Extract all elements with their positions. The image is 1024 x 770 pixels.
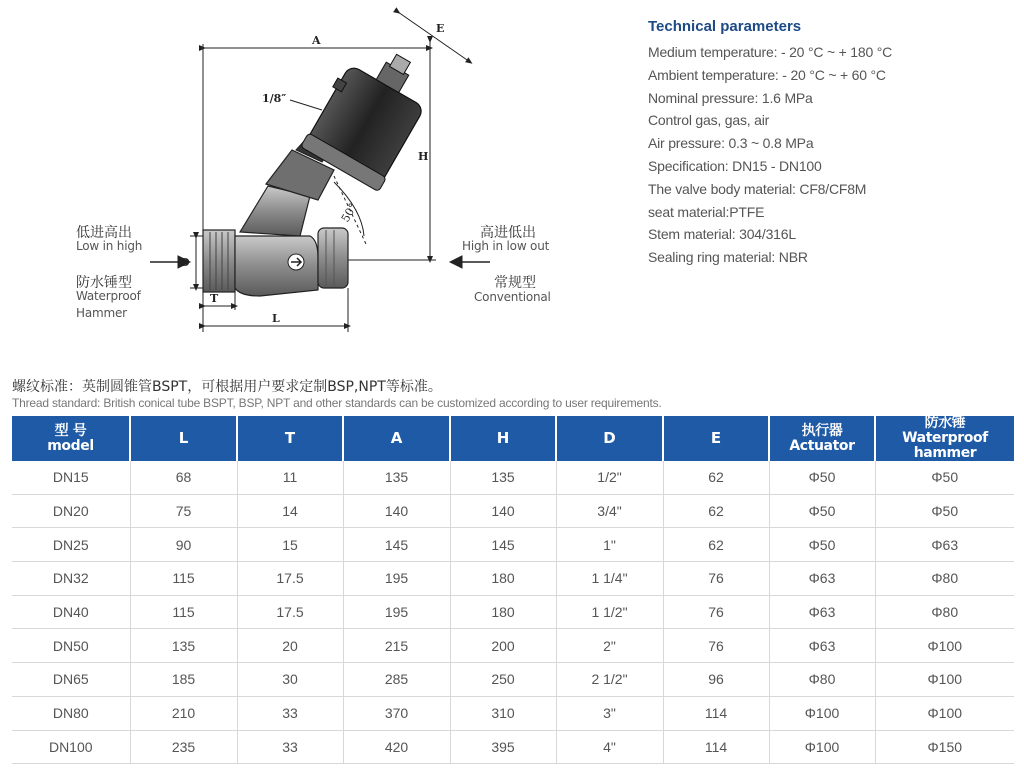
table-cell: 90 bbox=[130, 528, 237, 562]
table-row bbox=[12, 595, 1014, 629]
table-cell: 2 1/2" bbox=[556, 663, 663, 697]
table-cell: Φ50 bbox=[769, 494, 875, 528]
table-cell: 285 bbox=[343, 663, 450, 697]
column-header-en: Actuator bbox=[789, 437, 855, 454]
param-line: Air pressure: 0.3 ~ 0.8 MPa bbox=[648, 135, 814, 152]
column-header-en: L bbox=[178, 429, 189, 447]
table-cell: 15 bbox=[237, 528, 343, 562]
column-header-en: H bbox=[496, 429, 510, 447]
column-header bbox=[769, 416, 875, 461]
table-cell: Φ63 bbox=[769, 562, 875, 596]
table-cell: Φ100 bbox=[769, 730, 875, 764]
table-cell: 62 bbox=[663, 528, 769, 562]
table-cell: 115 bbox=[130, 562, 237, 596]
table-cell: 195 bbox=[343, 595, 450, 629]
table-cell: 76 bbox=[663, 595, 769, 629]
right-flow-en: High in low out bbox=[462, 239, 550, 253]
right-type-en: Conventional bbox=[474, 290, 551, 304]
thread-standard-en: Thread standard: British conical tube BSPT, BSP, NPT and other standards can be customized according to user requirements. bbox=[12, 396, 662, 410]
table-cell: Φ150 bbox=[875, 730, 1014, 764]
table-cell: DN40 bbox=[12, 595, 130, 629]
column-header-en: Waterproof hammer bbox=[902, 430, 988, 461]
table-cell: 62 bbox=[663, 494, 769, 528]
param-line: seat material:PTFE bbox=[648, 203, 765, 220]
table-cell: 145 bbox=[450, 528, 556, 562]
table-cell: 30 bbox=[237, 663, 343, 697]
column-header bbox=[875, 416, 1014, 461]
table-header-row bbox=[12, 416, 1014, 461]
table-cell: 135 bbox=[130, 629, 237, 663]
table-row bbox=[12, 629, 1014, 663]
table-cell: 200 bbox=[450, 629, 556, 663]
table-body bbox=[12, 461, 1014, 764]
table-cell: 180 bbox=[450, 562, 556, 596]
table-cell: 14 bbox=[237, 494, 343, 528]
table-cell: Φ63 bbox=[769, 629, 875, 663]
table-row bbox=[12, 494, 1014, 528]
table-cell: 1/2" bbox=[556, 461, 663, 494]
table-cell: Φ63 bbox=[875, 528, 1014, 562]
table-cell: Φ80 bbox=[875, 562, 1014, 596]
column-header bbox=[130, 416, 237, 461]
table-cell: Φ100 bbox=[875, 663, 1014, 697]
column-header bbox=[450, 416, 556, 461]
param-line: Medium temperature: - 20 °C ~ + 180 °C bbox=[648, 44, 893, 60]
table-cell: 140 bbox=[343, 494, 450, 528]
table-cell: Φ50 bbox=[769, 461, 875, 494]
left-type-cn: 防水锤型 bbox=[76, 275, 132, 291]
column-header-cn: 型 号 bbox=[54, 422, 87, 439]
column-header bbox=[663, 416, 769, 461]
param-line: Ambient temperature: - 20 °C ~ + 60 °C bbox=[648, 66, 886, 83]
table-cell: 76 bbox=[663, 629, 769, 663]
dim-A: A bbox=[312, 34, 321, 47]
table-cell: 17.5 bbox=[237, 562, 343, 596]
thread-standard bbox=[12, 376, 662, 410]
table-cell: 33 bbox=[237, 696, 343, 730]
column-header-en: model bbox=[47, 437, 94, 454]
table-cell: 11 bbox=[237, 461, 343, 494]
param-line: Sealing ring material: NBR bbox=[648, 249, 808, 266]
column-header bbox=[343, 416, 450, 461]
table-cell: Φ100 bbox=[769, 696, 875, 730]
column-header-en: A bbox=[390, 429, 403, 447]
table-cell: 195 bbox=[343, 562, 450, 596]
column-header-cn: 防水锤 bbox=[924, 415, 966, 431]
param-line: Control gas, gas, air bbox=[648, 112, 770, 129]
table-cell: DN80 bbox=[12, 696, 130, 730]
table-cell: 2" bbox=[556, 629, 663, 663]
table-cell: 33 bbox=[237, 730, 343, 764]
table-cell: 114 bbox=[663, 696, 769, 730]
table-cell: Φ80 bbox=[769, 663, 875, 697]
table-cell: 75 bbox=[130, 494, 237, 528]
table-cell: 235 bbox=[130, 730, 237, 764]
column-header bbox=[12, 416, 130, 461]
param-line: The valve body material: CF8/CF8M bbox=[648, 180, 867, 197]
table-cell: 3" bbox=[556, 696, 663, 730]
table-cell: 420 bbox=[343, 730, 450, 764]
params-title: Technical parameters bbox=[648, 18, 802, 35]
table-cell: 76 bbox=[663, 562, 769, 596]
table-cell: DN20 bbox=[12, 494, 130, 528]
table-cell: 20 bbox=[237, 629, 343, 663]
dim-D: D bbox=[180, 256, 190, 269]
table-cell: 1" bbox=[556, 528, 663, 562]
table-cell: 1 1/2" bbox=[556, 595, 663, 629]
table-cell: Φ100 bbox=[875, 629, 1014, 663]
dim-E: E bbox=[436, 22, 445, 35]
table-row bbox=[12, 461, 1014, 494]
table-cell: 250 bbox=[450, 663, 556, 697]
table-cell: DN50 bbox=[12, 629, 130, 663]
thread-standard-cn: 螺纹标准：英制圆锥管BSPT，可根据用户要求定制BSP,NPT等标准。 bbox=[12, 379, 442, 395]
table-cell: 114 bbox=[663, 730, 769, 764]
column-header-en: D bbox=[603, 429, 616, 447]
table-cell: 135 bbox=[343, 461, 450, 494]
dim-T: T bbox=[210, 292, 219, 305]
table-row bbox=[12, 528, 1014, 562]
table-cell: Φ50 bbox=[769, 528, 875, 562]
table-cell: 62 bbox=[663, 461, 769, 494]
technical-parameters bbox=[648, 18, 1018, 269]
table-row bbox=[12, 730, 1014, 764]
table-cell: 17.5 bbox=[237, 595, 343, 629]
column-header bbox=[556, 416, 663, 461]
table-cell: 68 bbox=[130, 461, 237, 494]
table-row bbox=[12, 696, 1014, 730]
table-cell: Φ100 bbox=[875, 696, 1014, 730]
table-cell: Φ50 bbox=[875, 494, 1014, 528]
valve-diagram bbox=[0, 0, 640, 360]
table-cell: 215 bbox=[343, 629, 450, 663]
table-cell: 395 bbox=[450, 730, 556, 764]
table-cell: 180 bbox=[450, 595, 556, 629]
param-line: Stem material: 304/316L bbox=[648, 226, 796, 243]
column-header-cn: 执行器 bbox=[801, 422, 843, 439]
dim-port: 1/8″ bbox=[262, 92, 287, 105]
table-row bbox=[12, 562, 1014, 596]
table-cell: 96 bbox=[663, 663, 769, 697]
table-cell: 4" bbox=[556, 730, 663, 764]
table-cell: Φ50 bbox=[875, 461, 1014, 494]
param-line: Nominal pressure: 1.6 MPa bbox=[648, 89, 813, 106]
table-cell: 210 bbox=[130, 696, 237, 730]
right-flow-cn: 高进低出 bbox=[480, 225, 536, 241]
table-cell: DN25 bbox=[12, 528, 130, 562]
table-cell: 140 bbox=[450, 494, 556, 528]
table-row bbox=[12, 663, 1014, 697]
dim-H: H bbox=[418, 150, 429, 163]
table-cell: 145 bbox=[343, 528, 450, 562]
dim-L: L bbox=[272, 312, 280, 325]
column-header-en: E bbox=[710, 429, 722, 447]
table-cell: 115 bbox=[130, 595, 237, 629]
right-type-cn: 常规型 bbox=[494, 275, 536, 291]
column-header-en: T bbox=[284, 429, 296, 447]
table-cell: DN15 bbox=[12, 461, 130, 494]
left-type-en-2: Hammer bbox=[76, 306, 127, 320]
valve-body bbox=[203, 140, 348, 296]
table-cell: 185 bbox=[130, 663, 237, 697]
table-cell: Φ63 bbox=[769, 595, 875, 629]
table-cell: Φ80 bbox=[875, 595, 1014, 629]
spec-table bbox=[12, 416, 1014, 764]
table-cell: 1 1/4" bbox=[556, 562, 663, 596]
table-cell: 370 bbox=[343, 696, 450, 730]
param-line: Specification: DN15 - DN100 bbox=[648, 157, 822, 174]
table-cell: DN32 bbox=[12, 562, 130, 596]
left-flow-cn: 低进高出 bbox=[76, 225, 132, 241]
left-flow-en: Low in high bbox=[76, 239, 143, 253]
column-header bbox=[237, 416, 343, 461]
table-cell: DN65 bbox=[12, 663, 130, 697]
table-cell: 3/4" bbox=[556, 494, 663, 528]
table-cell: 135 bbox=[450, 461, 556, 494]
left-type-en-1: Waterproof bbox=[76, 289, 141, 303]
table-cell: DN100 bbox=[12, 730, 130, 764]
dim-angle: 50° bbox=[338, 201, 360, 225]
table-cell: 310 bbox=[450, 696, 556, 730]
